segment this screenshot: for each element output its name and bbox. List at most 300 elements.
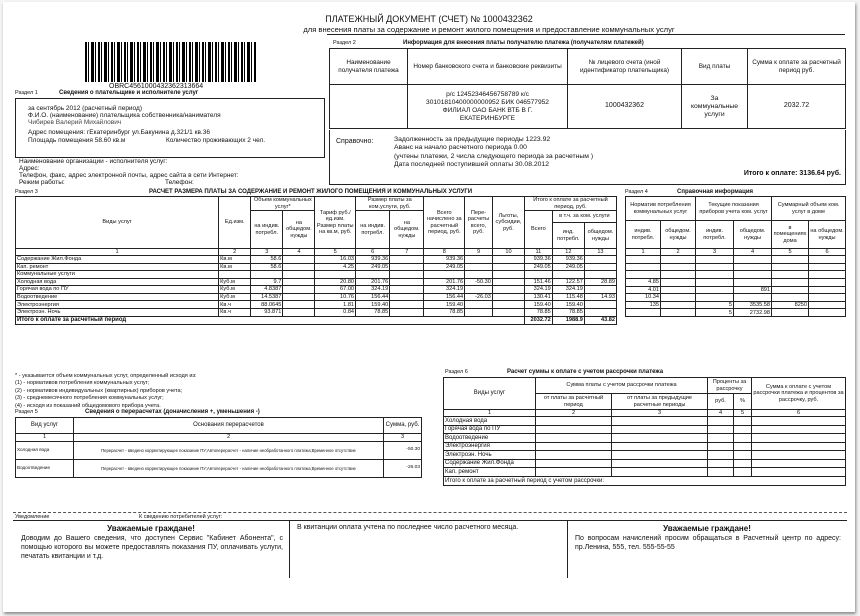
h-previous: от платы за предыдущие расчетные периоды (612, 394, 708, 410)
total-all: 2032.72 (524, 316, 552, 324)
service-name: Электроэн. Ночь (444, 451, 536, 460)
h-premises: в помещениях дома (772, 221, 809, 249)
reference-row (626, 301, 846, 309)
executor-line: Телефон, факс, адрес электронной почты, адрес сайта в сети Интернет: (19, 172, 239, 179)
charge-cell (584, 256, 616, 264)
charge-cell: 14.5387 (251, 293, 283, 301)
total-comm: 43.82 (584, 316, 616, 324)
installment-row (444, 468, 846, 477)
installment-row (444, 451, 846, 460)
installment-cell (708, 459, 734, 468)
installment-cell (752, 417, 846, 426)
charge-cell (492, 263, 524, 271)
section1-label: Раздел 1 (15, 90, 38, 96)
installment-cell (536, 442, 612, 451)
charge-cell: 67.00 (315, 286, 356, 294)
charge-cell (390, 301, 424, 309)
installment-cell (708, 417, 734, 426)
charge-cell: 78.85 (424, 308, 465, 316)
installment-cell (612, 459, 708, 468)
charge-cell: -26.03 (465, 293, 493, 301)
charge-cell: 159.40 (552, 301, 584, 309)
col-number: 6 (356, 249, 390, 256)
service-name: Кап. ремонт (444, 468, 536, 477)
h-benefit: Льготы, субсидии, руб. (492, 197, 524, 249)
recalc-basis: Перерасчет - введено корректирующее показание ПУ;Автоперерасчет - наличие необработанного платежа;Временное отсутствие (74, 442, 384, 460)
installment-cell (752, 451, 846, 460)
section4-label: Раздел 4 (625, 189, 648, 195)
charge-cell: 324.19 (356, 286, 390, 294)
installment-cell (536, 434, 612, 443)
h-comm: на общедом. нужды (809, 221, 846, 249)
reference-cell (809, 294, 846, 302)
section6-label: Раздел 6 (445, 369, 468, 375)
charge-cell: Кв.м (219, 263, 251, 271)
bank-line: р/с 12452346456758789 к/с (446, 90, 529, 98)
reference-cell: 8250 (772, 301, 809, 309)
installment-cell (612, 425, 708, 434)
reference-cell (696, 263, 734, 271)
charge-cell (584, 308, 616, 316)
charge-cell (465, 301, 493, 309)
reference-cell: 135 (626, 301, 661, 309)
payer-area: Площадь помещения 58.60 кв.м (28, 137, 126, 144)
section6-title: Расчет суммы к оплате с учетом рассрочки платежа (507, 369, 664, 375)
h-tariff: Тариф руб./ед.изм. Размер платы на кв.м, руб. (315, 197, 356, 249)
service-name: Горячая вода по ПУ (16, 286, 219, 294)
col-number: 8 (424, 249, 465, 256)
reference-cell (626, 256, 661, 264)
column-numbers (16, 249, 617, 256)
charge-cell: -50.30 (465, 278, 493, 286)
h-rub: руб. (708, 394, 734, 410)
payment-document (3, 2, 855, 612)
charge-cell: 249.05 (524, 263, 552, 271)
charge-cell: 14.93 (584, 293, 616, 301)
payment-note: В квитанции оплата учтена по последнее число расчетного месяца. (297, 524, 519, 531)
charge-cell: 115.48 (552, 293, 584, 301)
installment-cell (752, 425, 846, 434)
h-ind: индив. потребл. (626, 221, 661, 249)
installment-cell (752, 468, 846, 477)
reference-row (626, 286, 846, 294)
charge-row (16, 263, 617, 271)
charge-cell: 939.36 (356, 256, 390, 264)
payer-address: Адрес помещения: гЕкатеринбург ул.Бакунина д.321/1 кв.36 (28, 129, 210, 136)
reference-cell: 891 (734, 286, 772, 294)
charge-cell (492, 278, 524, 286)
document-title: ПЛАТЕЖНЫЙ ДОКУМЕНТ (СЧЕТ) № 1000432362 (325, 14, 533, 24)
reference-cell (661, 278, 696, 286)
executor-info (15, 156, 323, 186)
barcode-text: OBRC4561000432362313664 (109, 83, 204, 90)
reference-cell (626, 309, 661, 317)
reference-cell (809, 301, 846, 309)
charge-cell: 4.25 (315, 263, 356, 271)
reference-cell: 4.01 (626, 286, 661, 294)
reference-row (626, 256, 846, 264)
h-service: Вид услуг (16, 418, 74, 434)
charge-cell (492, 256, 524, 264)
recalc-sum: -50.30 (384, 442, 422, 460)
col-number: 6 (809, 249, 846, 256)
installment-row (444, 417, 846, 426)
charge-cell (283, 293, 315, 301)
charge-cell: 324.19 (424, 286, 465, 294)
note-line: (4) - исходя из показаний общедомового прибора учета. (15, 402, 161, 409)
bank-line: ЕКАТЕРИНБУРГЕ (459, 114, 516, 122)
col-number: 1 (444, 410, 536, 417)
recalc-sum: -26.03 (384, 460, 422, 478)
installment-cell (752, 442, 846, 451)
col-number: 2 (661, 249, 696, 256)
reference-cell (696, 256, 734, 264)
charge-cell (465, 308, 493, 316)
installment-row (444, 434, 846, 443)
h-norm: Норматив потребления коммунальных услуг (626, 197, 696, 221)
charge-cell: 939.36 (552, 256, 584, 264)
notes (15, 373, 197, 410)
amount-due: 2032.72 (748, 85, 846, 129)
reference-cell (661, 286, 696, 294)
reference-cell (734, 256, 772, 264)
installment-cell (752, 434, 846, 443)
charge-cell (283, 308, 315, 316)
installment-cell (612, 442, 708, 451)
col-number: 2 (74, 434, 384, 442)
payer-box (15, 98, 325, 158)
installment-cell (536, 451, 612, 460)
installment-cell (612, 451, 708, 460)
charge-cell: Кв.ч (219, 301, 251, 309)
pay-type-line: За (710, 94, 719, 102)
installment-table (443, 377, 846, 486)
charge-cell: 58.6 (251, 263, 283, 271)
installment-cell (536, 425, 612, 434)
reference-line: Аванс на начало расчетного периода 0.00 (394, 144, 527, 152)
h-pay-ind: на индив. потребл. (356, 211, 390, 249)
charge-cell: 1.81 (315, 301, 356, 309)
charge-cell (390, 263, 424, 271)
charge-cell: 249.05 (356, 263, 390, 271)
charge-cell: 159.40 (356, 301, 390, 309)
charge-cell: 88.0645 (251, 301, 283, 309)
charge-cell: 20.80 (315, 278, 356, 286)
installment-row (444, 425, 846, 434)
service-name: Водоотведение (16, 293, 219, 301)
h-ind: индив. потребл. (696, 221, 734, 249)
document-subtitle: для внесения платы за содержание и ремонт жилого помещения и предоставление коммунальных услуг (303, 25, 675, 34)
recipient-table (329, 48, 846, 129)
charge-cell (584, 301, 616, 309)
total-ind: 1988.9 (552, 316, 584, 324)
h-incl: в т.ч. за ком. услуги (552, 211, 616, 223)
note-line: (2) - нормативов индивидуальных (квартирных) приборов учета; (15, 387, 183, 394)
note-line: (1) - нормативов потребления коммунальных услуг; (15, 380, 150, 387)
charge-row (16, 278, 617, 286)
col-number: 3 (612, 410, 708, 417)
reference-cell (626, 271, 661, 279)
charge-cell: 201.76 (356, 278, 390, 286)
charge-cell: 156.44 (356, 293, 390, 301)
service-name: Водоотведение (444, 434, 536, 443)
section3-label: Раздел 3 (15, 189, 38, 195)
col-number: 4 (708, 410, 734, 417)
reference-row (626, 263, 846, 271)
h-service: Виды услуг (444, 378, 536, 410)
greeting-right: Уважаемые граждане! (663, 524, 751, 533)
payer-line: за сентябрь 2012 (расчетный период) (28, 105, 142, 112)
col-number: 7 (390, 249, 424, 256)
charge-cell: Кв.м (219, 256, 251, 264)
charge-cell (390, 293, 424, 301)
recalc-basis: Перерасчет - введено корректирующее показание ПУ;Автоперерасчет - наличие необработанного платежа;Временное отсутствие (74, 460, 384, 478)
installment-cell (612, 417, 708, 426)
column-numbers (444, 410, 846, 417)
executor-line: Режим работы: (19, 179, 65, 186)
reference-cell (772, 256, 809, 264)
installment-cell (536, 459, 612, 468)
installment-cell (752, 459, 846, 468)
reference-cell (696, 286, 734, 294)
notice-text: Доводим до Вашего сведения, что доступен Сервис "Кабинет Абонента", с помощью которого вы можете предоставлять показания ПУ, оплачивать услуги, печатать квитанции и т.д. (21, 535, 283, 560)
reference-line: Задолженность за предыдущие периоды 1223.92 (394, 136, 551, 143)
col-number: 5 (772, 249, 809, 256)
h-interest: Проценты за рассрочку (708, 378, 752, 394)
charge-cell: 78.85 (524, 308, 552, 316)
reference-cell (661, 271, 696, 279)
installment-cell (612, 434, 708, 443)
charge-row (16, 301, 617, 309)
h-all: Всего (524, 211, 552, 249)
bank-line: 30101810400000000952 БИК 046577952 (426, 98, 549, 106)
installment-cell (734, 442, 752, 451)
pay-type-line: услуги (704, 110, 725, 118)
executor-line: Телефон: (165, 179, 194, 186)
reference-cell (661, 256, 696, 264)
reference-box (329, 130, 846, 185)
col-number: 11 (524, 249, 552, 256)
payer-residents: Количество проживающих 2 чел. (166, 137, 266, 144)
charge-cell: 151.46 (524, 278, 552, 286)
charge-cell: 16.03 (315, 256, 356, 264)
charge-cell: 249.05 (552, 263, 584, 271)
h-ind: инд. потребл. (552, 223, 584, 249)
charge-cell (492, 308, 524, 316)
reference-cell (734, 278, 772, 286)
charge-cell (390, 308, 424, 316)
charge-cell (492, 301, 524, 309)
charge-cell (390, 286, 424, 294)
reference-table (625, 196, 846, 317)
h-meter: Текущие показания приборов учета ком. услуг (696, 197, 772, 221)
col-number: 2 (219, 249, 251, 256)
reference-cell (809, 256, 846, 264)
reference-cell: 10.34 (626, 294, 661, 302)
section5-label: Раздел 5 (15, 409, 38, 415)
installment-cell (708, 442, 734, 451)
h-percent: % (734, 394, 752, 410)
reference-cell (809, 309, 846, 317)
charge-cell (283, 278, 315, 286)
installment-cell (734, 451, 752, 460)
charge-cell: 159.40 (524, 301, 552, 309)
notice-label: Уведомление (15, 514, 50, 520)
installment-total: Итого к оплате за расчетный период с учетом рассрочки: (444, 476, 846, 485)
col-account: № лицевого счета (иной идентификатор плательщика) (568, 49, 682, 85)
charge-cell: 93.871 (251, 308, 283, 316)
h-basis: Основания перерасчетов (74, 418, 384, 434)
charge-cell: 28.89 (584, 278, 616, 286)
col-number: 2 (536, 410, 612, 417)
reference-cell (772, 286, 809, 294)
col-recipient: Наименование получателя платежа (330, 49, 408, 85)
col-pay-type: Вид платы (682, 49, 748, 85)
group-label: Коммунальные услуги (16, 271, 219, 278)
executor-line: Адрес: (19, 165, 40, 172)
charge-cell: Куб.м (219, 293, 251, 301)
installment-row (444, 442, 846, 451)
installment-cell (536, 468, 612, 477)
charge-cell: 159.40 (424, 301, 465, 309)
total-label: Итого к оплате за расчетный период (16, 316, 525, 324)
reference-cell (809, 278, 846, 286)
service-name: Содержание Жил.Фонда (444, 459, 536, 468)
charge-cell: 324.19 (552, 286, 584, 294)
h-total-charged: Всего начислено за расчетный период, руб. (424, 197, 465, 249)
reference-row (626, 271, 846, 279)
reference-row (626, 278, 846, 286)
service-name: Электроэнергия (444, 442, 536, 451)
col-number: 4 (734, 249, 772, 256)
reference-cell: 2732.98 (734, 309, 772, 317)
note-line: * - указывается объем коммунальных услуг, определенный исходя из: (15, 373, 197, 379)
installment-cell (734, 468, 752, 477)
charge-cell: 58.6 (251, 256, 283, 264)
payer-line: Ф.И.О. (наименование) плательщика собственника/нанимателя (28, 112, 221, 119)
service-name: Содержание Жил.Фонда (16, 256, 219, 264)
charge-cell: 0.84 (315, 308, 356, 316)
h-recalc: Пере-расчеты всего, руб. (465, 197, 493, 249)
installment-cell (708, 468, 734, 477)
section3-title: РАСЧЕТ РАЗМЕРА ПЛАТЫ ЗА СОДЕРЖАНИЕ И РЕМОНТ ЖИЛОГО ПОМЕЩЕНИЯ И КОММУНАЛЬНЫХ УСЛУГИ (149, 189, 473, 195)
reference-cell (772, 278, 809, 286)
reference-cell (696, 278, 734, 286)
reference-cell (772, 309, 809, 317)
reference-cell (696, 271, 734, 279)
reference-cell (809, 263, 846, 271)
greeting-left: Уважаемые граждане! (107, 524, 195, 533)
h-installment-total: Сумма к оплате с учетом рассрочки платежа и процентов за рассрочку, руб. (752, 378, 846, 410)
service-name: Электроэнергия (16, 301, 219, 309)
pay-type-line: коммунальные (690, 102, 739, 110)
reference-row (626, 309, 846, 317)
charge-cell (492, 286, 524, 294)
col-number: 4 (283, 249, 315, 256)
charge-cell: 130.41 (524, 293, 552, 301)
section5-title: Сведения о перерасчетах (доначисления +, уменьшения -) (85, 409, 260, 415)
installment-cell (734, 417, 752, 426)
payer-name: Чибирев Валерий Михайлович (28, 119, 122, 126)
charge-cell (283, 263, 315, 271)
barcode (85, 42, 257, 82)
reference-cell (734, 294, 772, 302)
h-service: Виды услуг (16, 197, 219, 249)
reference-cell (626, 263, 661, 271)
reference-cell (661, 301, 696, 309)
installment-cell (612, 468, 708, 477)
charge-row (16, 308, 617, 316)
charge-cell (465, 286, 493, 294)
h-sum: Сумма, руб. (384, 418, 422, 434)
reference-cell (661, 309, 696, 317)
col-bank: Номер банковского счета и банковские реквизиты (408, 49, 568, 85)
charge-cell: 10.76 (315, 293, 356, 301)
installment-cell (536, 417, 612, 426)
charge-cell: 4.8387 (251, 286, 283, 294)
col-number: 10 (492, 249, 524, 256)
charge-cell (283, 301, 315, 309)
h-unit: Ед.изм. (219, 197, 251, 249)
installment-cell (734, 434, 752, 443)
charge-row (16, 256, 617, 264)
reference-cell (661, 294, 696, 302)
charge-cell (465, 263, 493, 271)
section4-title: Справочная информация (677, 189, 754, 195)
charge-row (16, 293, 617, 301)
service-name: Холодная вода (444, 417, 536, 426)
charge-cell: 939.36 (424, 256, 465, 264)
h-vol-ind: на индив. потребл. (251, 211, 283, 249)
account-number: 1000432362 (568, 85, 682, 129)
h-to-pay: Итого к оплате за расчетный период, руб. (524, 197, 616, 211)
charge-cell (584, 286, 616, 294)
service-name: Горячая вода по ПУ (444, 425, 536, 434)
installment-cell (708, 434, 734, 443)
h-pay: Размер платы за ком.услуги, руб. (356, 197, 424, 211)
col-number: 9 (465, 249, 493, 256)
charge-cell: 156.44 (424, 293, 465, 301)
reference-cell (772, 263, 809, 271)
contact-text: По вопросам начислений просим обращаться в Расчетный центр по адресу: пр.Ленина, 555, тел. 555-55-55 (575, 535, 841, 551)
col-number: 3 (384, 434, 422, 442)
total-to-pay: Итого к оплате: 3136.64 руб. (743, 170, 841, 177)
reference-cell (696, 294, 734, 302)
h-sum-volume: Суммарный объем ком. услуг в доме (772, 197, 846, 221)
charge-cell (492, 293, 524, 301)
installment-row (444, 459, 846, 468)
reference-cell: 3535.58 (734, 301, 772, 309)
reference-row (626, 294, 846, 302)
charge-cell: 939.36 (524, 256, 552, 264)
section2-label: Раздел 2 (333, 40, 356, 46)
col-number: 3 (696, 249, 734, 256)
col-amount: Сумма к оплате за расчетный период руб. (748, 49, 846, 85)
col-number: 13 (584, 249, 616, 256)
col-number: 5 (315, 249, 356, 256)
charge-cell (465, 256, 493, 264)
h-comm: общедом. нужды (734, 221, 772, 249)
service-name: Электроэн. Ночь (16, 308, 219, 316)
charges-table (15, 196, 617, 325)
reference-cell: 5 (696, 301, 734, 309)
section1-title: Сведения о плательщике и исполнителе услуг (59, 90, 199, 96)
reference-line: (учтены платежи, 2 числа следующего периода за расчетным ) (394, 152, 594, 160)
charge-cell: 78.85 (552, 308, 584, 316)
charge-cell (283, 256, 315, 264)
charge-cell: 9.7 (251, 278, 283, 286)
reference-line: Дата последней поступившей оплаты 30.08.2012 (394, 161, 549, 169)
